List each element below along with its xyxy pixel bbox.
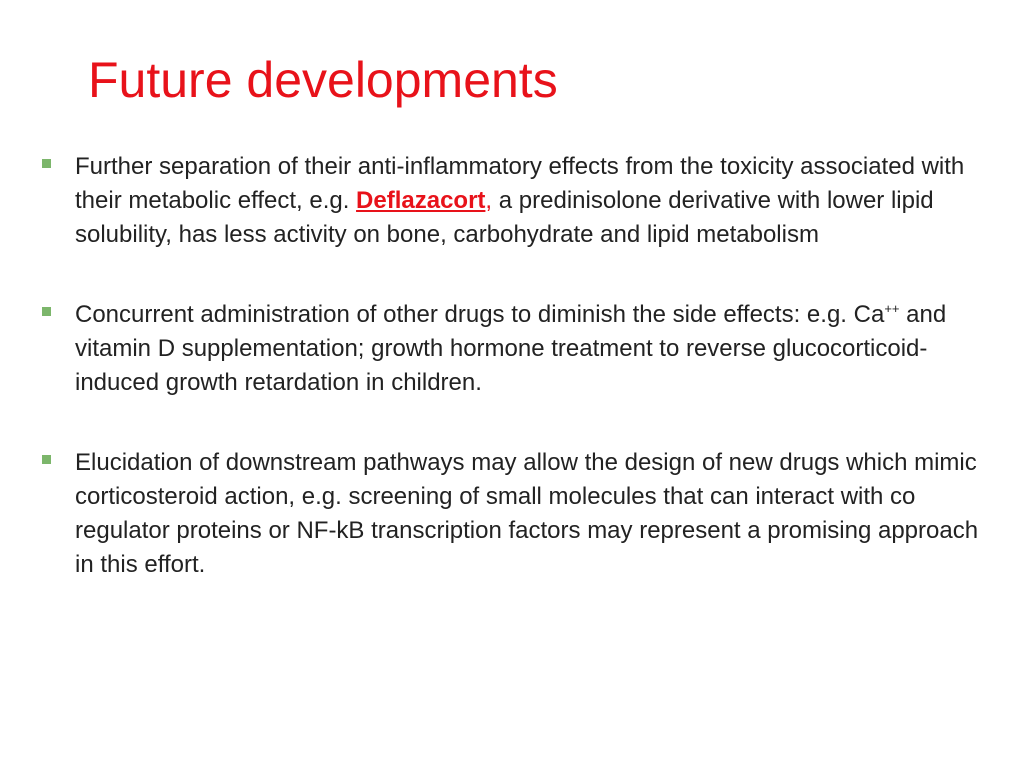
bullet-text: Elucidation of downstream pathways may allow the design of new drugs which mimic corticosteroid action, e.g. screening of small molecules that can interact with co regulator proteins or NF-kB transcription factors may represent a promising approach in this effort. [75,449,979,578]
bullet-item-separation [38,150,988,252]
calcium-superscript: ++ [884,301,900,316]
bullet-text-after-superscript: and vitamin D supplementation; growth hormone treatment to reverse glucocorticoid-induced growth retardation in children. [75,301,947,396]
link-comma: , [485,187,493,214]
square-bullet-icon [42,159,51,168]
square-bullet-icon [42,455,51,464]
deflazacort-link[interactable]: Deflazacort [356,187,486,214]
square-bullet-icon [42,307,51,316]
bullet-item-concurrent-administration [38,298,988,400]
bullet-list [38,150,988,582]
bullet-text-after-link: a predinisolone derivative with lower lipid solubility, has less activity on bone, carbohydrate and lipid metabolism [75,187,934,248]
slide-title: Future developments [88,52,558,108]
bullet-item-downstream-pathways [38,446,988,582]
bullet-text-before-superscript: Concurrent administration of other drugs to diminish the side effects: e.g. Ca [75,301,885,328]
bullet-text-before-link: Further separation of their anti-inflammatory effects from the toxicity associated with their metabolic effect, e.g. [75,153,965,214]
